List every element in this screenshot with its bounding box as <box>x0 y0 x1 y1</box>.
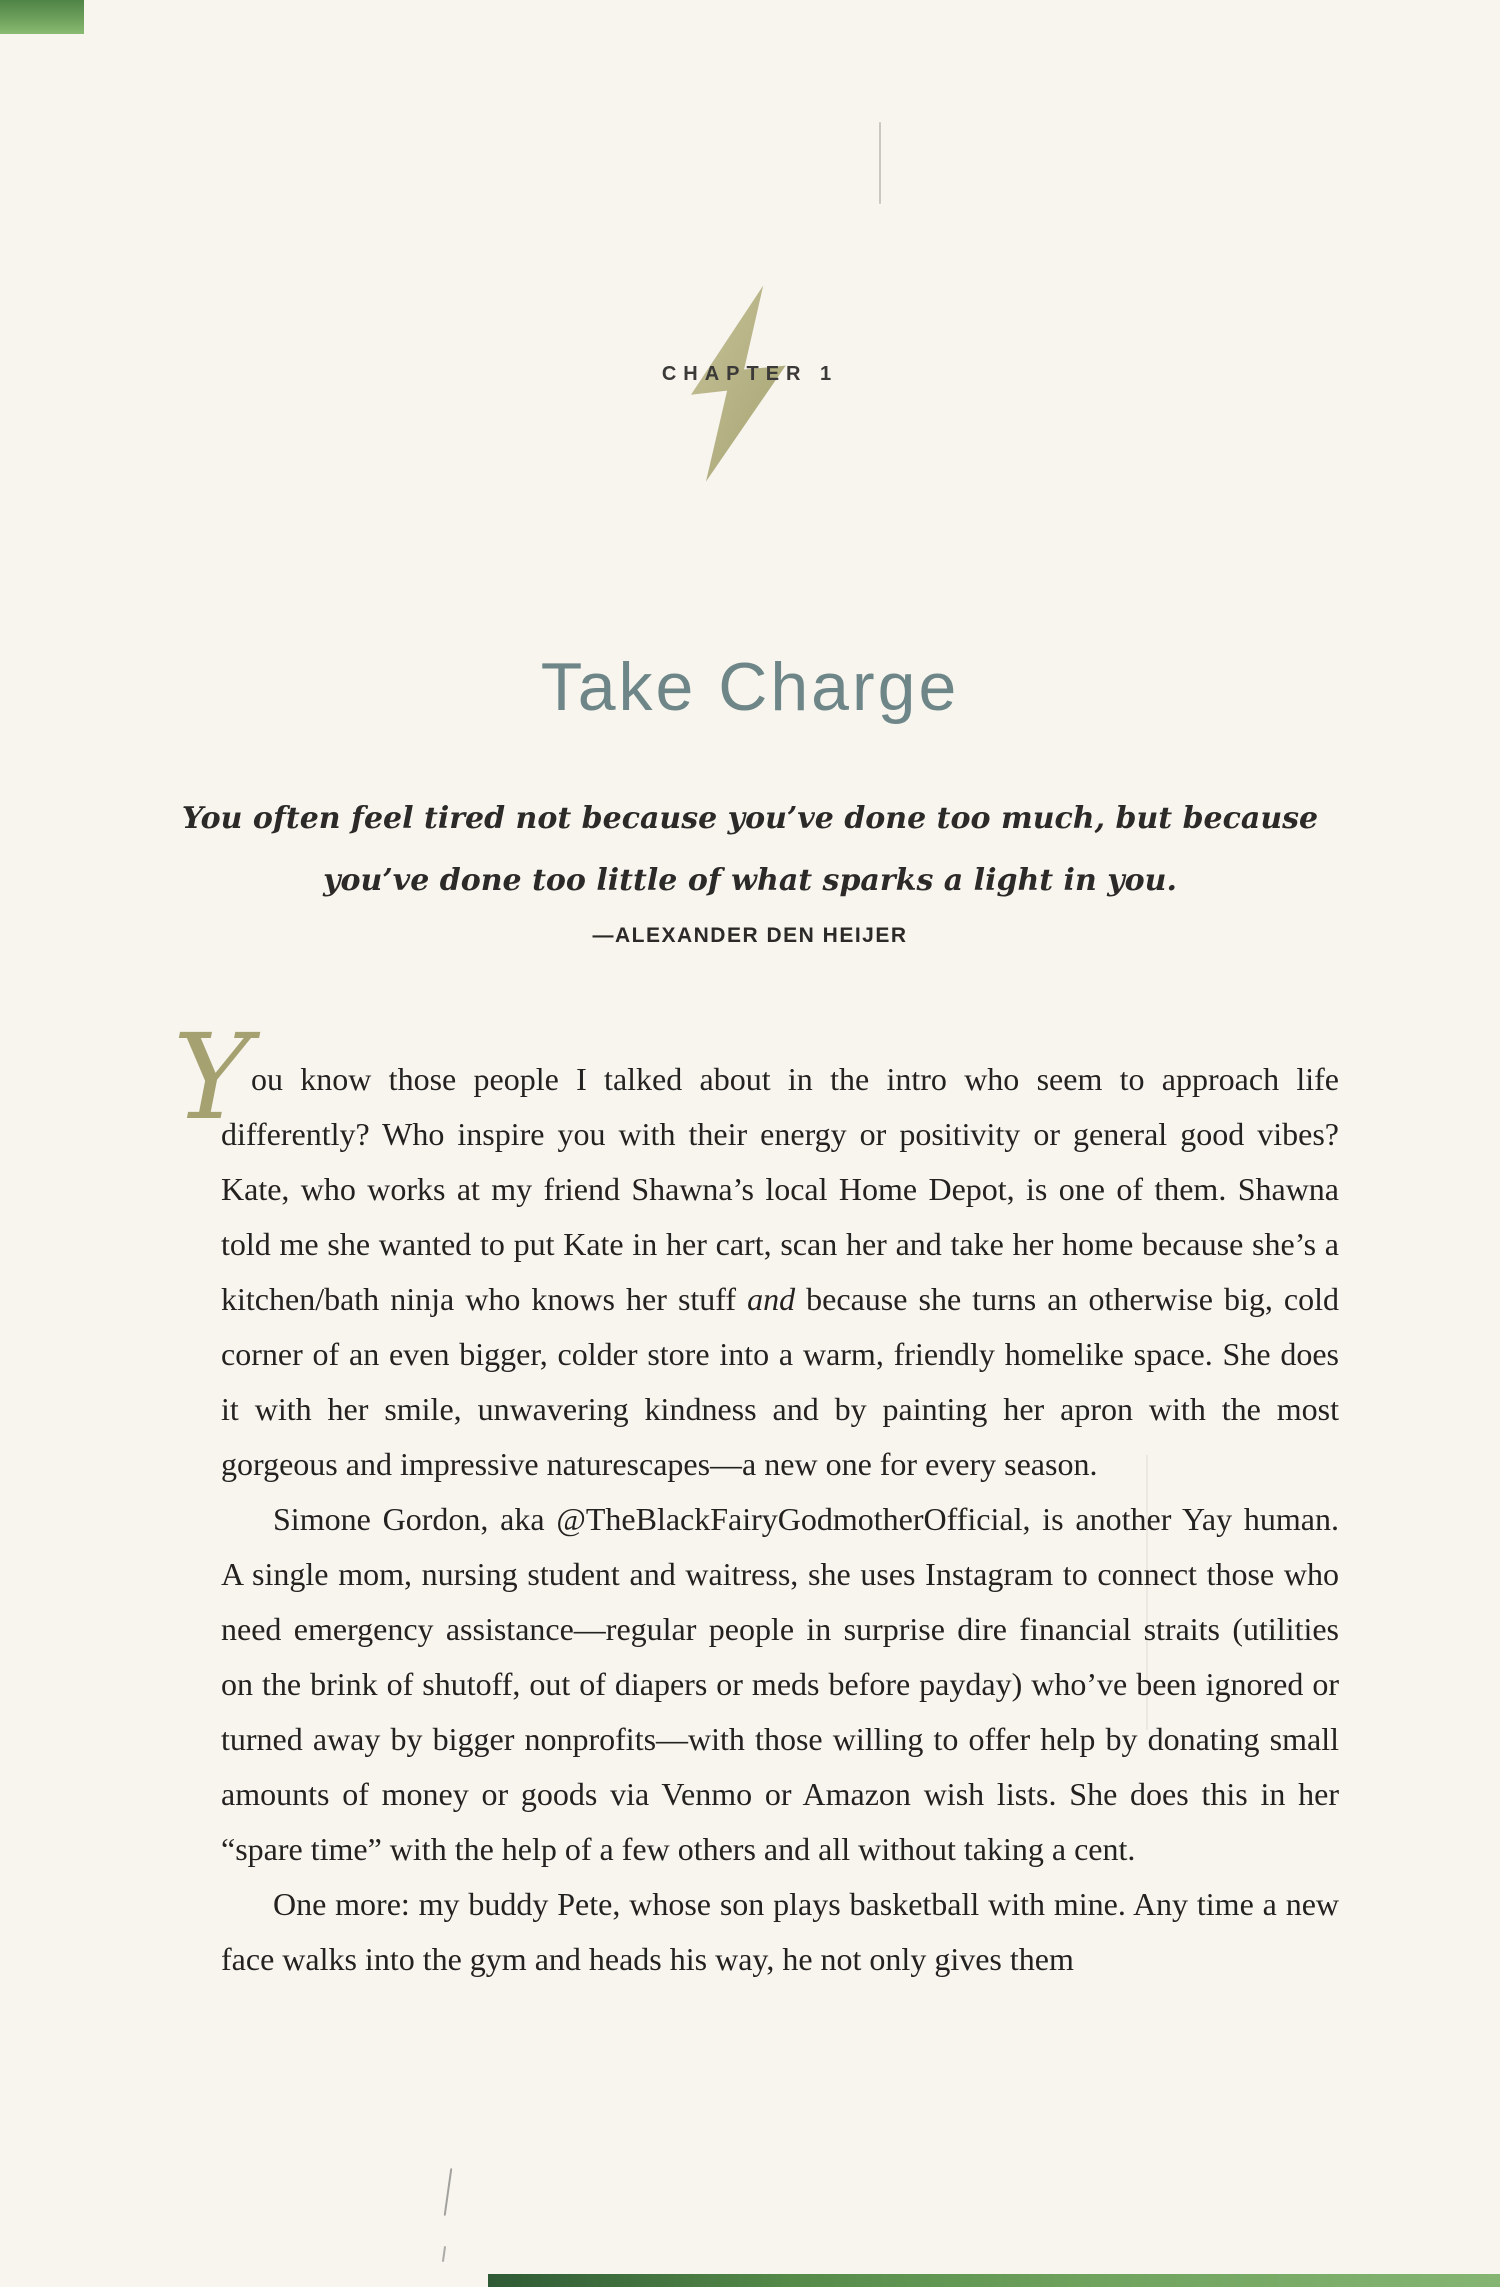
epigraph-line-2: you’ve done too little of what sparks a light in you. <box>323 863 1177 898</box>
epigraph-attribution: —ALEXANDER DEN HEIJER <box>592 924 908 947</box>
epigraph-line-1: You often feel tired not because you’ve done too much, but because <box>181 801 1319 836</box>
scan-artifact-top-left <box>0 0 84 34</box>
paragraph-1-text: ou know those people I talked about in the intro who seem to approach life differently? Who inspire you with their energy or positivity or general good vibes? Kate, who works at my friend Shawna’s local Home Depot, is one of them. Shawna told me she wanted to put Kate in her cart, scan her and take her home because she’s a kitchen/bath ninja who knows her stuff <box>221 1061 1339 1317</box>
scan-artifact-top-line <box>879 122 881 204</box>
paragraph-1 <box>173 1008 1340 1492</box>
scan-artifact-bottom-mark-2 <box>442 2246 446 2262</box>
paragraph-3: One more: my buddy Pete, whose son plays basketball with mine. Any time a new face walks into the gym and heads his way, he not only gives them <box>221 1886 1339 1977</box>
scan-artifact-bottom-mark-1 <box>444 2168 453 2216</box>
dropcap-letter: Y <box>173 1008 251 1146</box>
paragraph-1-italic-word: and <box>747 1281 796 1317</box>
chapter-title: Take Charge <box>540 649 960 725</box>
scan-artifact-bottom-strip <box>488 2274 1500 2287</box>
paragraph-2: Simone Gordon, aka @TheBlackFairyGodmotherOfficial, is another Yay human. A single mom, nursing student and waitress, she uses Instagram to connect those who need emergency assistance—regular people in surprise dire financial straits (utilities on the brink of shutoff, out of diapers or meds before payday) who’ve been ignored or turned away by bigger nonprofits—with those willing to offer help by donating small amounts of money or goods via Venmo or Amazon wish lists. She does this in her “spare time” with the help of a few others and all without taking a cent. <box>221 1501 1339 1867</box>
chapter-heading <box>0 285 1500 495</box>
chapter-label: CHAPTER 1 <box>661 363 839 385</box>
paragraph-1-text-continued: because she turns an otherwise big, cold corner of an even bigger, colder store into a warm, friendly homelike space. She does it with her smile, unwavering kindness and by painting her apron with the most gorgeous and impressive naturescapes—a new one for every season. <box>221 1281 1340 1482</box>
epigraph <box>150 788 1350 956</box>
body-text <box>173 1008 1340 1987</box>
